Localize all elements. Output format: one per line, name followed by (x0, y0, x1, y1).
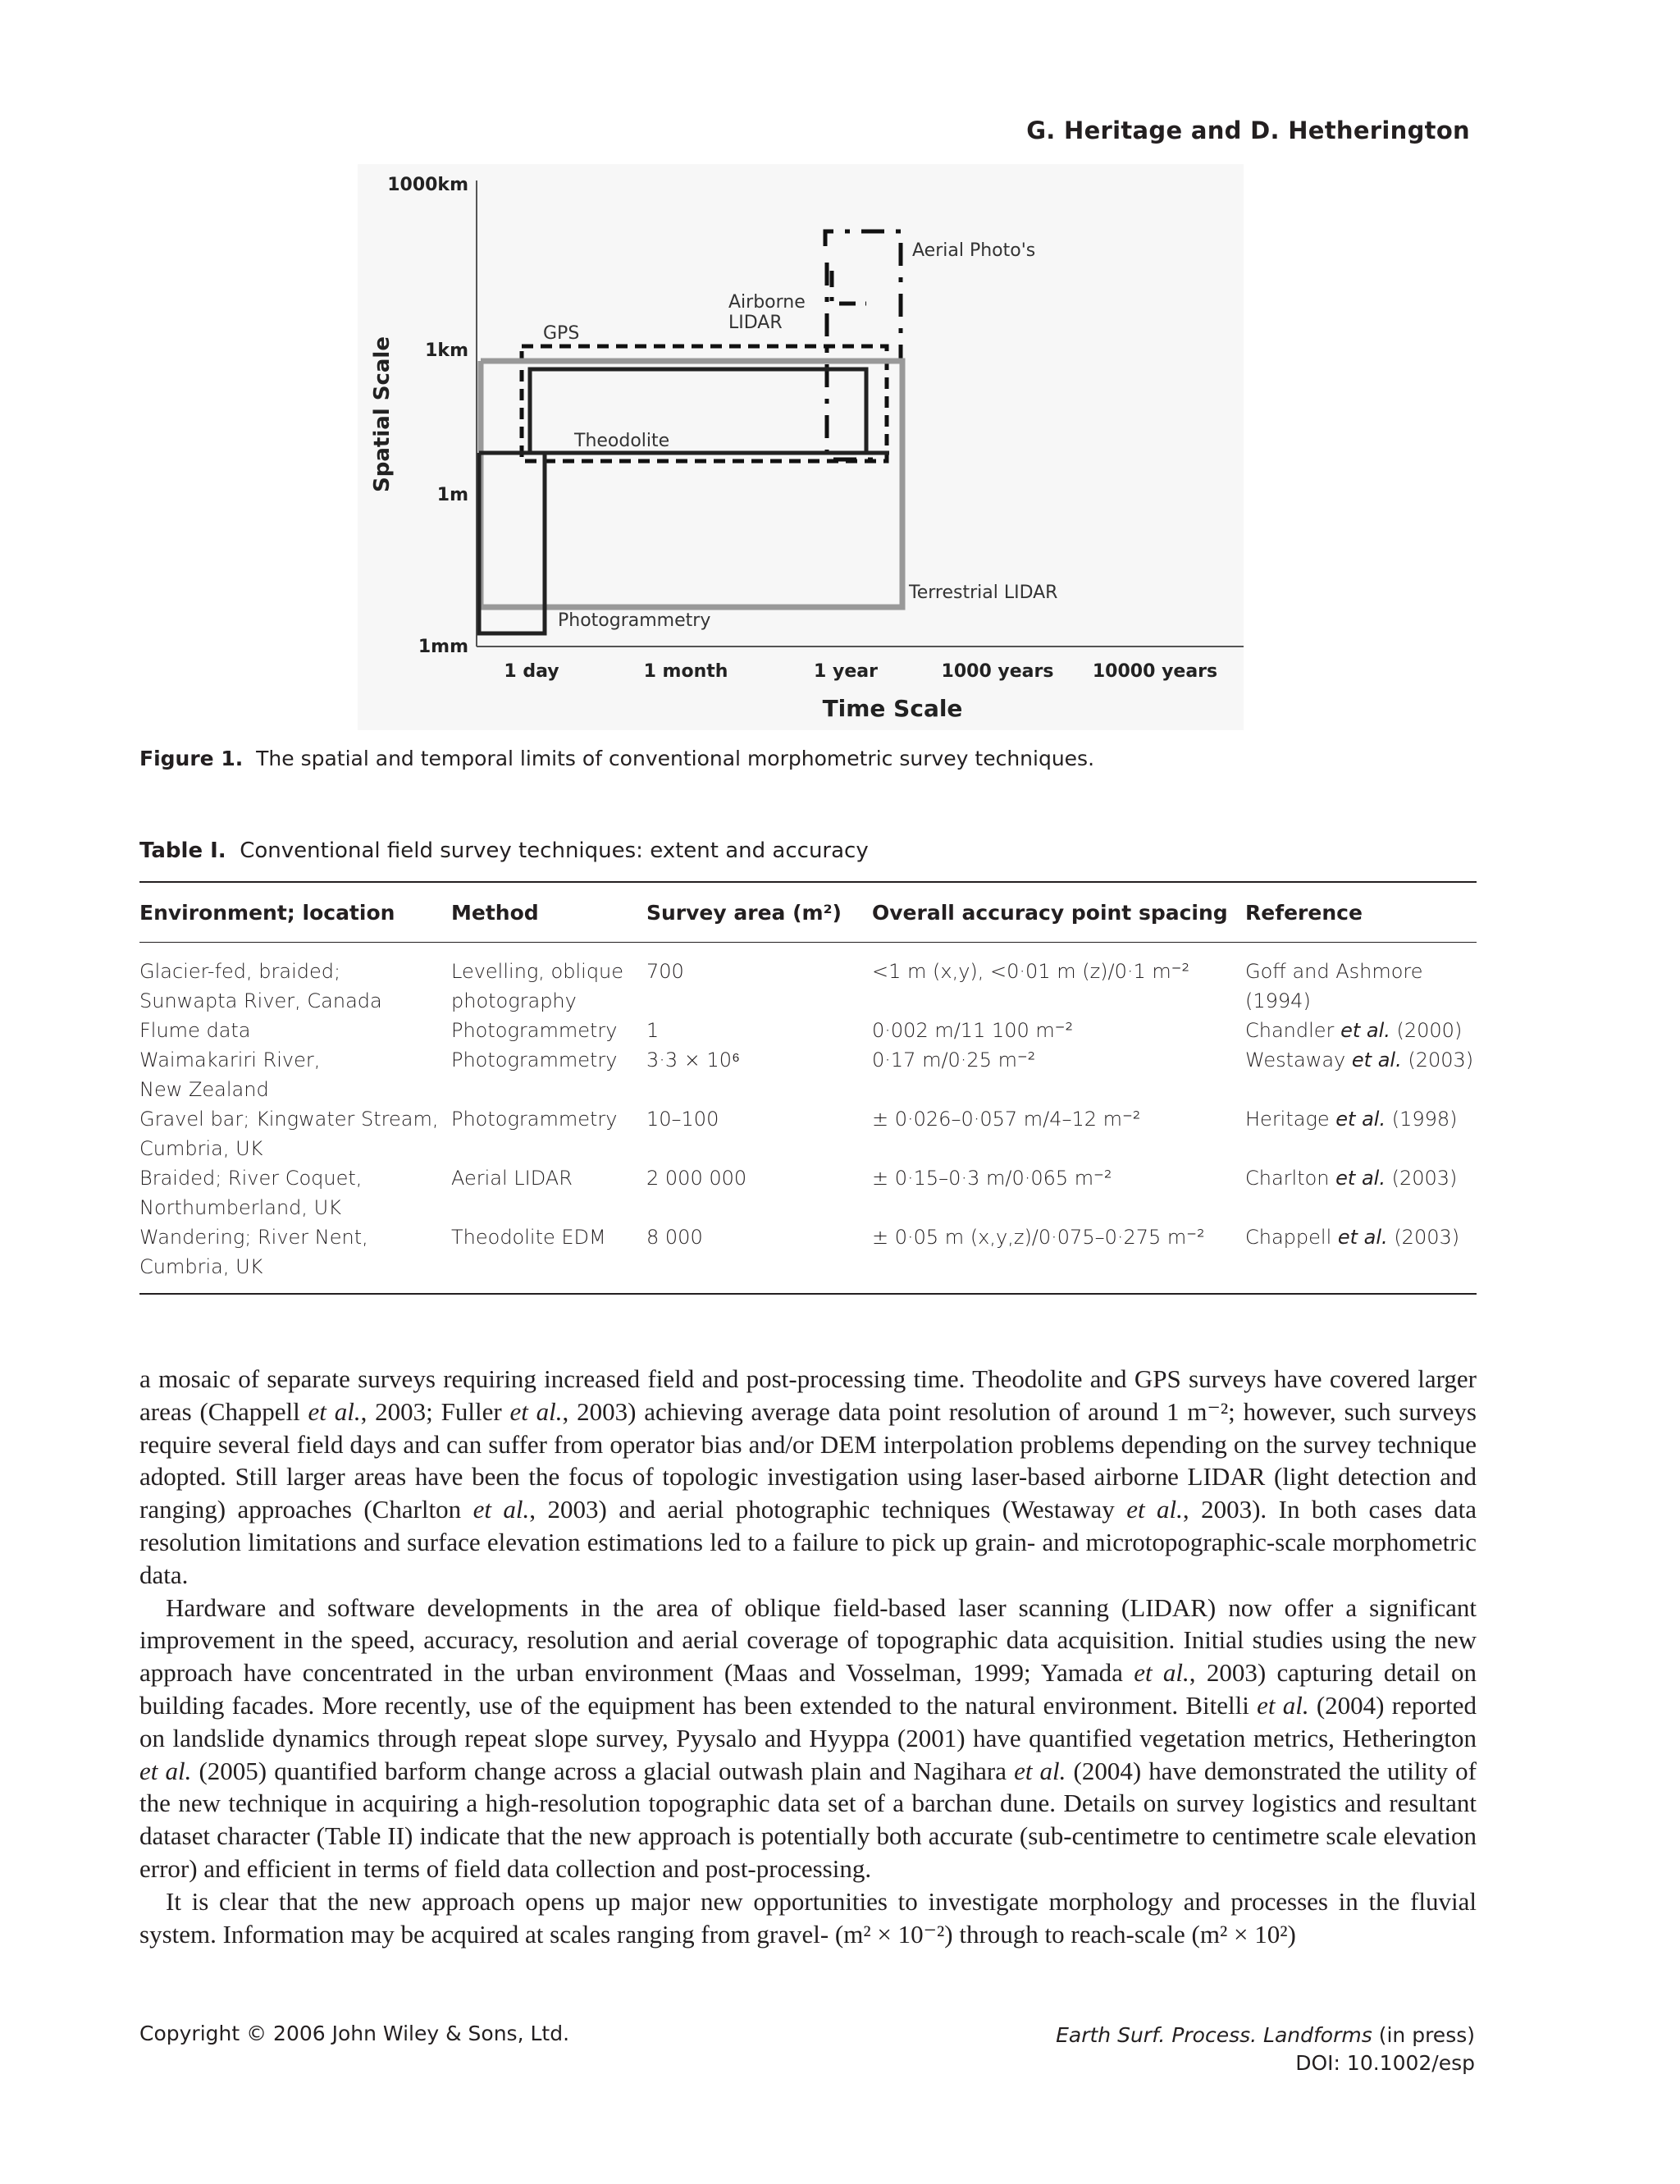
cell-reference: Chappell et al. (2003) (1245, 1226, 1460, 1249)
y-tick-label: 1km (425, 340, 468, 361)
table-rule-top (139, 881, 1477, 883)
table-header-row (139, 886, 1478, 939)
cell-method: Photogrammetry (451, 1019, 618, 1042)
cell-method: Photogrammetry (451, 1108, 618, 1131)
cell-reference: Heritage et al. (1998) (1245, 1108, 1458, 1131)
running-head: G. Heritage and D. Hetherington (1026, 117, 1470, 144)
table-row (139, 1016, 1478, 1045)
label-airborne-lidar: LIDAR (728, 313, 783, 333)
figure-caption-text: The spatial and temporal limits of conventional morphometric survey techniques. (256, 747, 1095, 770)
cell-accuracy: 0·002 m/11 100 m⁻² (872, 1019, 1074, 1042)
col-header: Environment; location (139, 900, 395, 925)
cell-environment: Flume data (139, 1019, 251, 1042)
cell-accuracy: 0·17 m/0·25 m⁻² (872, 1049, 1036, 1071)
y-tick-label: 1000km (387, 175, 468, 195)
footer-press: (in press) (1378, 2023, 1475, 2047)
cell-environment: Waimakariri River, New Zealand (139, 1049, 321, 1101)
label-airborne-lidar: Airborne (728, 292, 806, 313)
cell-area: 700 (646, 960, 684, 983)
x-tick-label: 1 day (504, 661, 559, 682)
cell-area: 1 (646, 1019, 660, 1042)
cell-environment: Wandering; River Nent, Cumbria, UK (139, 1226, 368, 1278)
label-gps: GPS (543, 323, 580, 344)
table-rule-bottom (139, 1293, 1477, 1295)
footer-doi: DOI: 10.1002/esp (1295, 2051, 1475, 2075)
cell-method: Theodolite EDM (451, 1226, 606, 1249)
cell-area: 10–100 (646, 1108, 719, 1131)
table-label: Table I. (139, 838, 226, 863)
cell-environment: Glacier-fed, braided; Sunwapta River, Canada (139, 960, 382, 1012)
x-tick-label: 1 month (643, 661, 728, 682)
cell-accuracy: ± 0·05 m (x,y,z)/0·075–0·275 m⁻² (872, 1226, 1205, 1249)
footer-journal: Earth Surf. Process. Landforms (1056, 2023, 1372, 2047)
cell-environment: Gravel bar; Kingwater Stream, Cumbria, UK (139, 1108, 439, 1160)
cell-area: 8 000 (646, 1226, 703, 1249)
cell-reference: Westaway et al. (2003) (1245, 1049, 1474, 1071)
table-row (139, 1104, 1478, 1163)
cell-accuracy: ± 0·15–0·3 m/0·065 m⁻² (872, 1167, 1112, 1190)
label-photogrammetry: Photogrammetry (558, 610, 711, 631)
figure-caption (139, 747, 1094, 770)
table-row (139, 1045, 1478, 1104)
y-axis-title: Spatial Scale (370, 336, 395, 492)
label-aerial-photos: Aerial Photo's (912, 240, 1036, 261)
col-header: Reference (1245, 900, 1363, 925)
table-caption (139, 838, 869, 863)
cell-accuracy: <1 m (x,y), <0·01 m (z)/0·1 m⁻² (872, 960, 1190, 983)
cell-environment: Braided; River Coquet, Northumberland, UK (139, 1167, 363, 1219)
cell-accuracy: ± 0·026–0·057 m/4–12 m⁻² (872, 1108, 1141, 1131)
cell-reference: Goff and Ashmore (1994) (1245, 960, 1423, 1012)
x-tick-label: 10000 years (1092, 661, 1218, 682)
table-row (139, 939, 1478, 1016)
label-theodolite: Theodolite (574, 431, 670, 451)
col-header: Method (451, 900, 539, 925)
x-axis-title: Time Scale (822, 695, 963, 722)
figure-label: Figure 1. (139, 747, 244, 770)
footer-citation (1056, 2022, 1475, 2077)
y-tick-label: 1m (436, 485, 468, 505)
paragraph: a mosaic of separate surveys requiring increased field and post-processing time. Theodolite and GPS surveys have covered larger areas (Chappell et al., 2003; Fuller et al., 2003) achieving average data point resolution of around 1 m⁻²; however, such surveys require several field days and can suffer from operator bias and/or DEM interpolation problems depending on the survey technique adopted. Still larger areas have been the focus of topologic investigation using laser-based airborne LIDAR (light detection and ranging) approaches (Charlton et al., 2003) and aerial photographic techniques (Westaway et al., 2003). In both cases data resolution limitations and surface elevation estimations led to a failure to pick up grain- and microtopographic-scale morphometric data. (139, 1364, 1477, 1589)
paragraph: Hardware and software developments in the area of oblique field-based laser scanning (LIDAR) now offer a significant improvement in the speed, accuracy, resolution and aerial coverage of topographic data acquisition. Initial studies using the new approach have concentrated in the urban environment (Maas and Vosselman, 1999; Yamada et al., 2003) capturing detail on building facades. More recently, use of the equipment has been extended to the natural environment. Bitelli et al. (2004) reported on landslide dynamics through repeat slope survey, Pyysalo and Hyyppa (2001) have quantified vegetation metrics, Hetherington et al. (2005) quantified barform change across a glacial outwash plain and Nagihara et al. (2004) have demonstrated the utility of the new technique in acquiring a high-resolution topographic data set of a barchan dune. Details on survey logistics and resultant dataset character (Table II) indicate that the new approach is potentially both accurate (sub-centimetre to centimetre scale elevation error) and efficient in terms of field data collection and post-processing. (139, 1592, 1477, 1883)
col-header: Survey area (m²) (646, 900, 842, 925)
x-tick-label: 1000 years (941, 661, 1054, 682)
body-text (139, 1363, 1477, 1950)
cell-reference: Chandler et al. (2000) (1245, 1019, 1463, 1042)
survey-table (139, 886, 1478, 1282)
footer-copyright: Copyright © 2006 John Wiley & Sons, Ltd. (139, 2022, 570, 2045)
cell-method: Aerial LIDAR (451, 1167, 573, 1190)
y-tick-label: 1mm (418, 637, 468, 657)
table-row (139, 1222, 1478, 1282)
scale-chart (358, 164, 1244, 730)
cell-method: Levelling, oblique photography (451, 960, 624, 1012)
col-header: Overall accuracy point spacing (872, 900, 1228, 925)
cell-area: 2 000 000 (646, 1167, 747, 1190)
table-row (139, 1163, 1478, 1222)
cell-area: 3·3 × 10⁶ (646, 1049, 740, 1071)
paragraph: It is clear that the new approach opens up major new opportunities to investigate morphology and processes in the fluvial system. Information may be acquired at scales ranging from gravel- (m² × 10⁻²) through to reach-scale (m² × 10²) (139, 1886, 1477, 1949)
table-caption-text: Conventional field survey techniques: extent and accuracy (240, 838, 869, 863)
cell-method: Photogrammetry (451, 1049, 618, 1071)
cell-reference: Charlton et al. (2003) (1245, 1167, 1458, 1190)
x-tick-label: 1 year (814, 661, 878, 682)
label-terrestrial-lidar: Terrestrial LIDAR (909, 583, 1058, 603)
figure-1 (358, 164, 1244, 730)
